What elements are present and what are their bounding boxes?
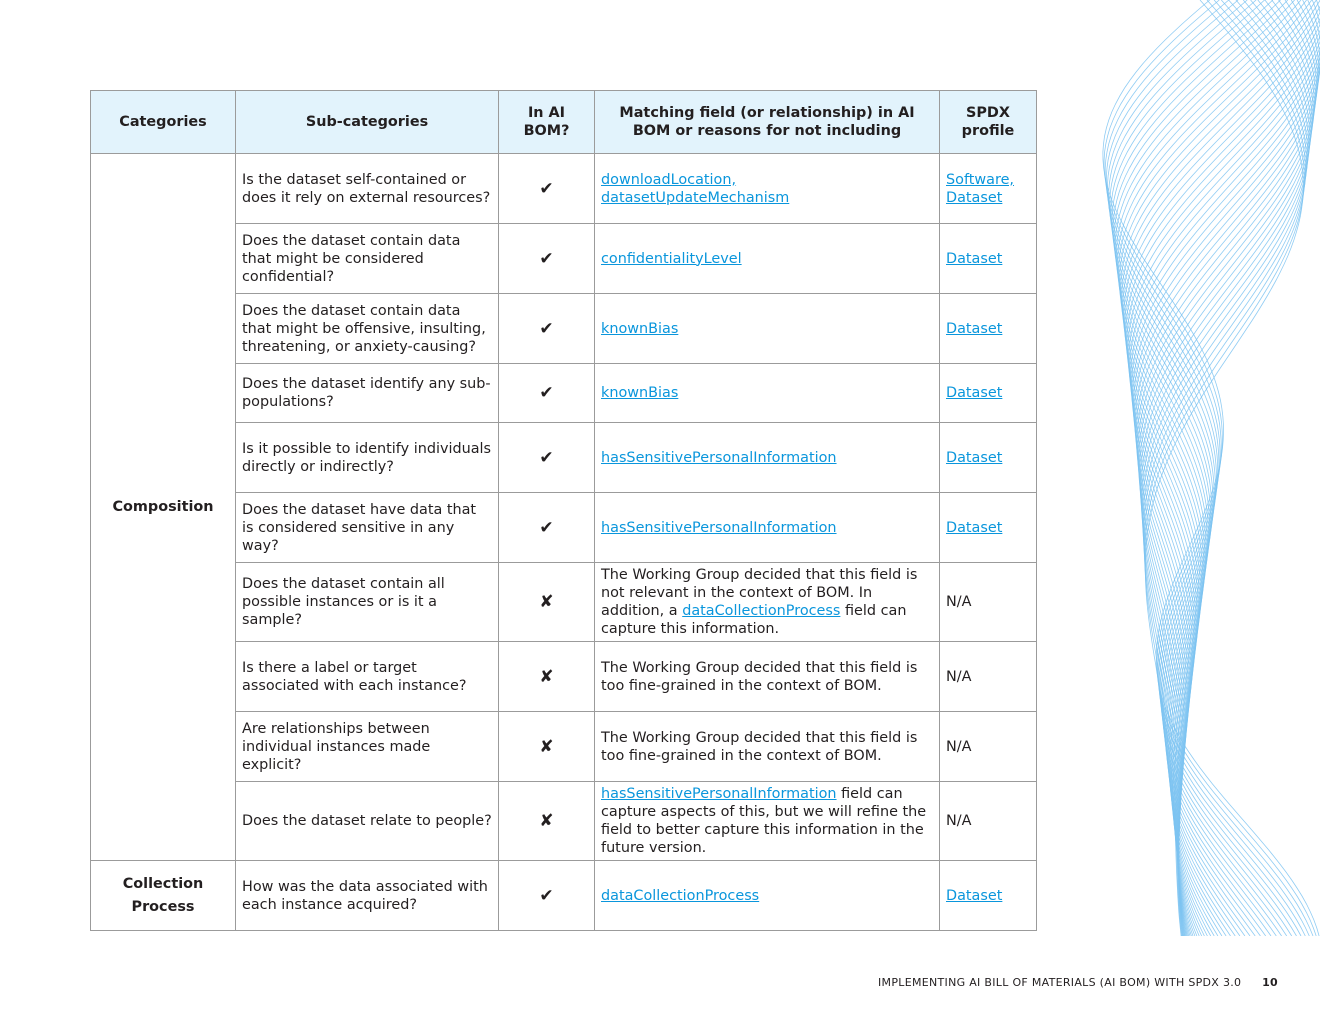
cross-mark-icon: ✘ <box>499 712 595 782</box>
matching-field-cell <box>595 861 940 931</box>
wave-line <box>1139 0 1315 936</box>
spdx-profile-cell: N/A <box>940 642 1037 712</box>
spdx-profile-cell: N/A <box>940 712 1037 782</box>
matching-field-cell <box>595 563 940 642</box>
field-link-data-collection-process[interactable]: dataCollectionProcess <box>601 887 760 904</box>
matching-field-cell <box>595 782 940 861</box>
field-link-dataset-update-mechanism[interactable]: datasetUpdateMechanism <box>601 189 790 206</box>
wave-line <box>1104 0 1316 936</box>
table-row <box>91 154 1037 224</box>
spdx-profile-cell <box>940 294 1037 364</box>
wave-line <box>1122 0 1320 936</box>
footer-title: IMPLEMENTING AI BILL OF MATERIALS (AI BOM) WITH SPDX 3.0 <box>878 976 1242 989</box>
category-composition: Composition <box>91 154 236 861</box>
wave-line <box>1110 0 1297 936</box>
subcategory-cell: Is it possible to identify individuals directly or indirectly? <box>236 423 499 493</box>
matching-field-cell <box>595 493 940 563</box>
subcategory-cell: Is the dataset self-contained or does it rely on external resources? <box>236 154 499 224</box>
table-row <box>91 861 1037 931</box>
header-in-ai-bom: In AI BOM? <box>499 91 595 154</box>
spdx-profile-cell <box>940 224 1037 294</box>
checkmark-icon: ✔ <box>499 423 595 493</box>
checkmark-icon: ✔ <box>499 493 595 563</box>
field-link-download-location[interactable]: downloadLocation, <box>601 171 737 188</box>
page-footer <box>860 976 1284 992</box>
checkmark-icon: ✔ <box>499 154 595 224</box>
checkmark-icon: ✔ <box>499 224 595 294</box>
spdx-profile-cell <box>940 364 1037 423</box>
field-link-confidentiality-level[interactable]: confidentialityLevel <box>601 250 742 267</box>
subcategory-cell: Are relationships between individual instances made explicit? <box>236 712 499 782</box>
decorative-wave-lines <box>1090 0 1320 936</box>
profile-link-dataset[interactable]: Dataset <box>946 519 1003 536</box>
profile-link-dataset[interactable]: Dataset <box>946 385 1003 401</box>
profile-link-dataset[interactable]: Dataset <box>946 449 1003 466</box>
ai-bom-mapping-table <box>90 90 1037 931</box>
subcategory-cell: Does the dataset have data that is considered sensitive in any way? <box>236 493 499 563</box>
checkmark-icon: ✔ <box>499 861 595 931</box>
checkmark-icon: ✔ <box>499 294 595 364</box>
spdx-profile-cell: N/A <box>940 563 1037 642</box>
field-reason-text: field can capture this information. <box>601 603 907 637</box>
category-label-line1: Collection <box>122 875 204 892</box>
spdx-profile-cell <box>940 493 1037 563</box>
header-spdx-profile-line2: profile <box>961 123 1015 139</box>
spdx-profile-cell <box>940 154 1037 224</box>
subcategory-cell: Does the dataset relate to people? <box>236 782 499 861</box>
field-link-known-bias[interactable]: knownBias <box>601 320 679 337</box>
matching-field-cell <box>595 294 940 364</box>
field-link-known-bias[interactable]: knownBias <box>601 385 679 401</box>
wave-line <box>1109 0 1301 936</box>
checkmark-icon: ✔ <box>499 364 595 423</box>
header-spdx-profile-line1: SPDX <box>966 105 1010 121</box>
matching-field-cell <box>595 423 940 493</box>
matching-field-cell <box>595 224 940 294</box>
subcategory-cell: Does the dataset contain all possible instances or is it a sample? <box>236 563 499 642</box>
spdx-profile-cell <box>940 861 1037 931</box>
profile-link-dataset[interactable]: Dataset <box>946 250 1003 267</box>
header-spdx-profile <box>940 91 1037 154</box>
spdx-profile-cell: N/A <box>940 782 1037 861</box>
wave-line <box>1136 0 1317 936</box>
profile-link-dataset[interactable]: Dataset <box>946 320 1003 337</box>
cross-mark-icon: ✘ <box>499 642 595 712</box>
wave-line <box>1115 0 1301 936</box>
matching-field-cell: The Working Group decided that this field is too fine-grained in the context of BOM. <box>595 712 940 782</box>
cross-mark-icon: ✘ <box>499 563 595 642</box>
field-link-has-sensitive-personal-information[interactable]: hasSensitivePersonalInformation <box>601 786 837 802</box>
matching-field-cell: The Working Group decided that this field is too fine-grained in the context of BOM. <box>595 642 940 712</box>
field-link-has-sensitive-personal-information[interactable]: hasSensitivePersonalInformation <box>601 449 837 466</box>
spdx-profile-cell <box>940 423 1037 493</box>
header-matching-field: Matching field (or relationship) in AI BOM or reasons for not including <box>595 91 940 154</box>
subcategory-cell: How was the data associated with each instance acquired? <box>236 861 499 931</box>
subcategory-cell: Does the dataset contain data that might be offensive, insulting, threatening, or anxiety-causing? <box>236 294 499 364</box>
header-subcategories: Sub-categories <box>236 91 499 154</box>
wave-line <box>1140 0 1314 936</box>
page-number: 10 <box>1262 976 1278 989</box>
wave-line <box>1121 0 1320 936</box>
header-categories: Categories <box>91 91 236 154</box>
profile-link-software[interactable]: Software, <box>946 171 1015 188</box>
matching-field-cell <box>595 154 940 224</box>
profile-link-dataset[interactable]: Dataset <box>946 887 1003 904</box>
field-reason-text: field can capture aspects of this, but we will refine the field to better capture this information in the future version. <box>601 786 927 856</box>
wave-line <box>1133 0 1320 936</box>
cross-mark-icon: ✘ <box>499 782 595 861</box>
subcategory-cell: Does the dataset identify any sub-populations? <box>236 364 499 423</box>
matching-field-cell <box>595 364 940 423</box>
subcategory-cell: Is there a label or target associated with each instance? <box>236 642 499 712</box>
wave-line <box>1106 0 1309 936</box>
subcategory-cell: Does the dataset contain data that might be considered confidential? <box>236 224 499 294</box>
category-label-line2: Process <box>131 898 195 915</box>
table-header-row <box>91 91 1037 154</box>
field-link-has-sensitive-personal-information[interactable]: hasSensitivePersonalInformation <box>601 519 837 536</box>
field-reason-text: The Working Group decided that this field is not relevant in the context of BOM. In addition, a <box>601 567 918 619</box>
profile-link-dataset[interactable]: Dataset <box>946 189 1003 206</box>
category-collection-process <box>91 861 236 931</box>
field-link-data-collection-process[interactable]: dataCollectionProcess <box>682 603 841 619</box>
